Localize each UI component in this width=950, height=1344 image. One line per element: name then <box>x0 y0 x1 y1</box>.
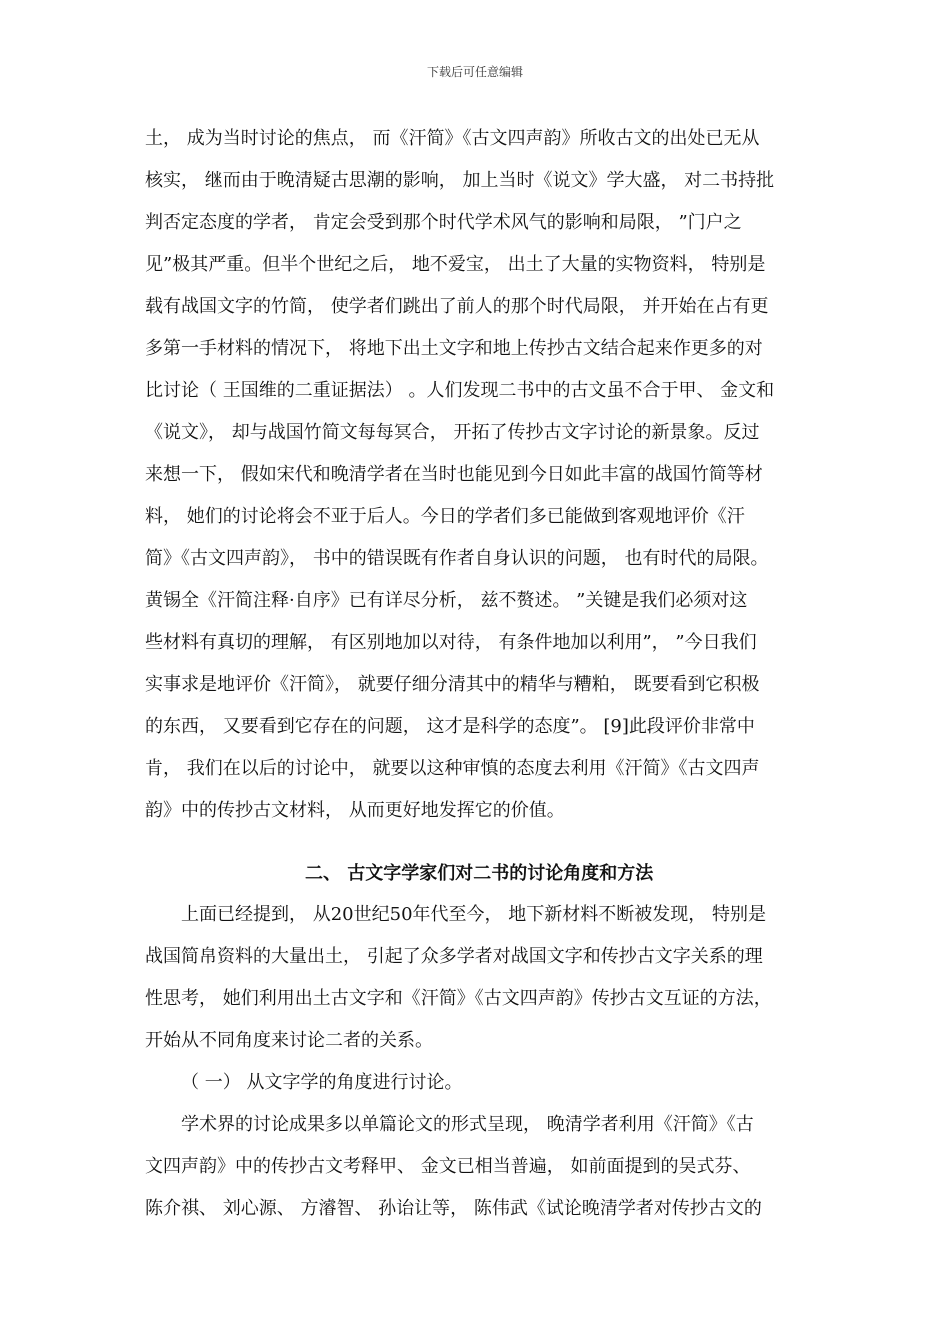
paragraph-line: 土， 成为当时讨论的焦点， 而《汗简》《古文四声韵》所收古文的出处已无从 <box>145 128 760 149</box>
paragraph-line: 实事求是地评价《汗简》， 就要仔细分清其中的精华与糟粕， 既要看到它积极 <box>145 674 760 695</box>
paragraph-line: 上面已经提到， 从20世纪50年代至今， 地下新材料不断被发现， 特别是 <box>181 904 766 925</box>
paragraph-line: 韵》中的传抄古文材料， 从而更好地发挥它的价值。 <box>145 800 565 821</box>
paragraph-line: 料， 她们的讨论将会不亚于后人。今日的学者们多已能做到客观地评价《汗 <box>145 506 745 527</box>
paragraph-line: 文四声韵》中的传抄古文考释甲、 金文已相当普遍， 如前面提到的吴式芬、 <box>145 1156 751 1177</box>
paragraph-line: 开始从不同角度来讨论二者的关系。 <box>145 1030 433 1051</box>
paragraph-line: 判否定态度的学者， 肯定会受到那个时代学术风气的影响和局限， ”门户之 <box>145 212 742 233</box>
paragraph-line: 陈介祺、 刘心源、 方濬智、 孙诒让等， 陈伟武《试论晚清学者对传抄古文的 <box>145 1198 762 1219</box>
paragraph-line: 学术界的讨论成果多以单篇论文的形式呈现， 晚清学者利用《汗简》《古 <box>181 1114 754 1135</box>
paragraph-line: 《说文》， 却与战国竹简文每每冥合， 开拓了传抄古文字讨论的新景象。反过 <box>145 422 760 443</box>
header-note: 下载后可任意编辑 <box>426 65 523 79</box>
paragraph-line: 性思考， 她们利用出土古文字和《汗简》《古文四声韵》传抄古文互证的方法， <box>145 988 772 1009</box>
paragraph-line: 黄锡全《汗简注释·自序》已有详尽分析， 兹不赘述。 ”关键是我们必须对这 <box>145 590 748 611</box>
paragraph-line: 简》《古文四声韵》， 书中的错误既有作者自身认识的问题， 也有时代的局限。 <box>145 548 769 569</box>
paragraph-line: 的东西， 又要看到它存在的问题， 这才是科学的态度”。 [9]此段评价非常中 <box>145 716 755 737</box>
paragraph-line: 多第一手材料的情况下， 将地下出土文字和地上传抄古文结合起来作更多的对 <box>145 338 763 359</box>
section-heading: 二、 古文字学家们对二书的讨论角度和方法 <box>305 863 654 884</box>
paragraph-line: 肯， 我们在以后的讨论中， 就要以这种审慎的态度去利用《汗简》《古文四声 <box>145 758 760 779</box>
paragraph-line: 些材料有真切的理解， 有区别地加以对待， 有条件地加以利用”， ”今日我们 <box>145 632 757 653</box>
paragraph-line: 核实， 继而由于晚清疑古思潮的影响， 加上当时《说文》学大盛， 对二书持批 <box>145 170 775 191</box>
paragraph-line: 比讨论（ 王国维的二重证据法） 。人们发现二书中的古文虽不合于甲、 金文和 <box>145 380 775 401</box>
paragraph-line: 载有战国文字的竹简， 使学者们跳出了前人的那个时代局限， 并开始在占有更 <box>145 296 769 317</box>
paragraph-line: 战国简帛资料的大量出土， 引起了众多学者对战国文字和传抄古文字关系的理 <box>145 946 763 967</box>
paragraph-line: 见”极其严重。但半个世纪之后， 地不爱宝， 出土了大量的实物资料， 特别是 <box>145 254 766 275</box>
paragraph-line: 来想一下， 假如宋代和晚清学者在当时也能见到今日如此丰富的战国竹简等材 <box>145 464 763 485</box>
subsection-heading: （ 一） 从文字学的角度进行讨论。 <box>181 1072 463 1093</box>
